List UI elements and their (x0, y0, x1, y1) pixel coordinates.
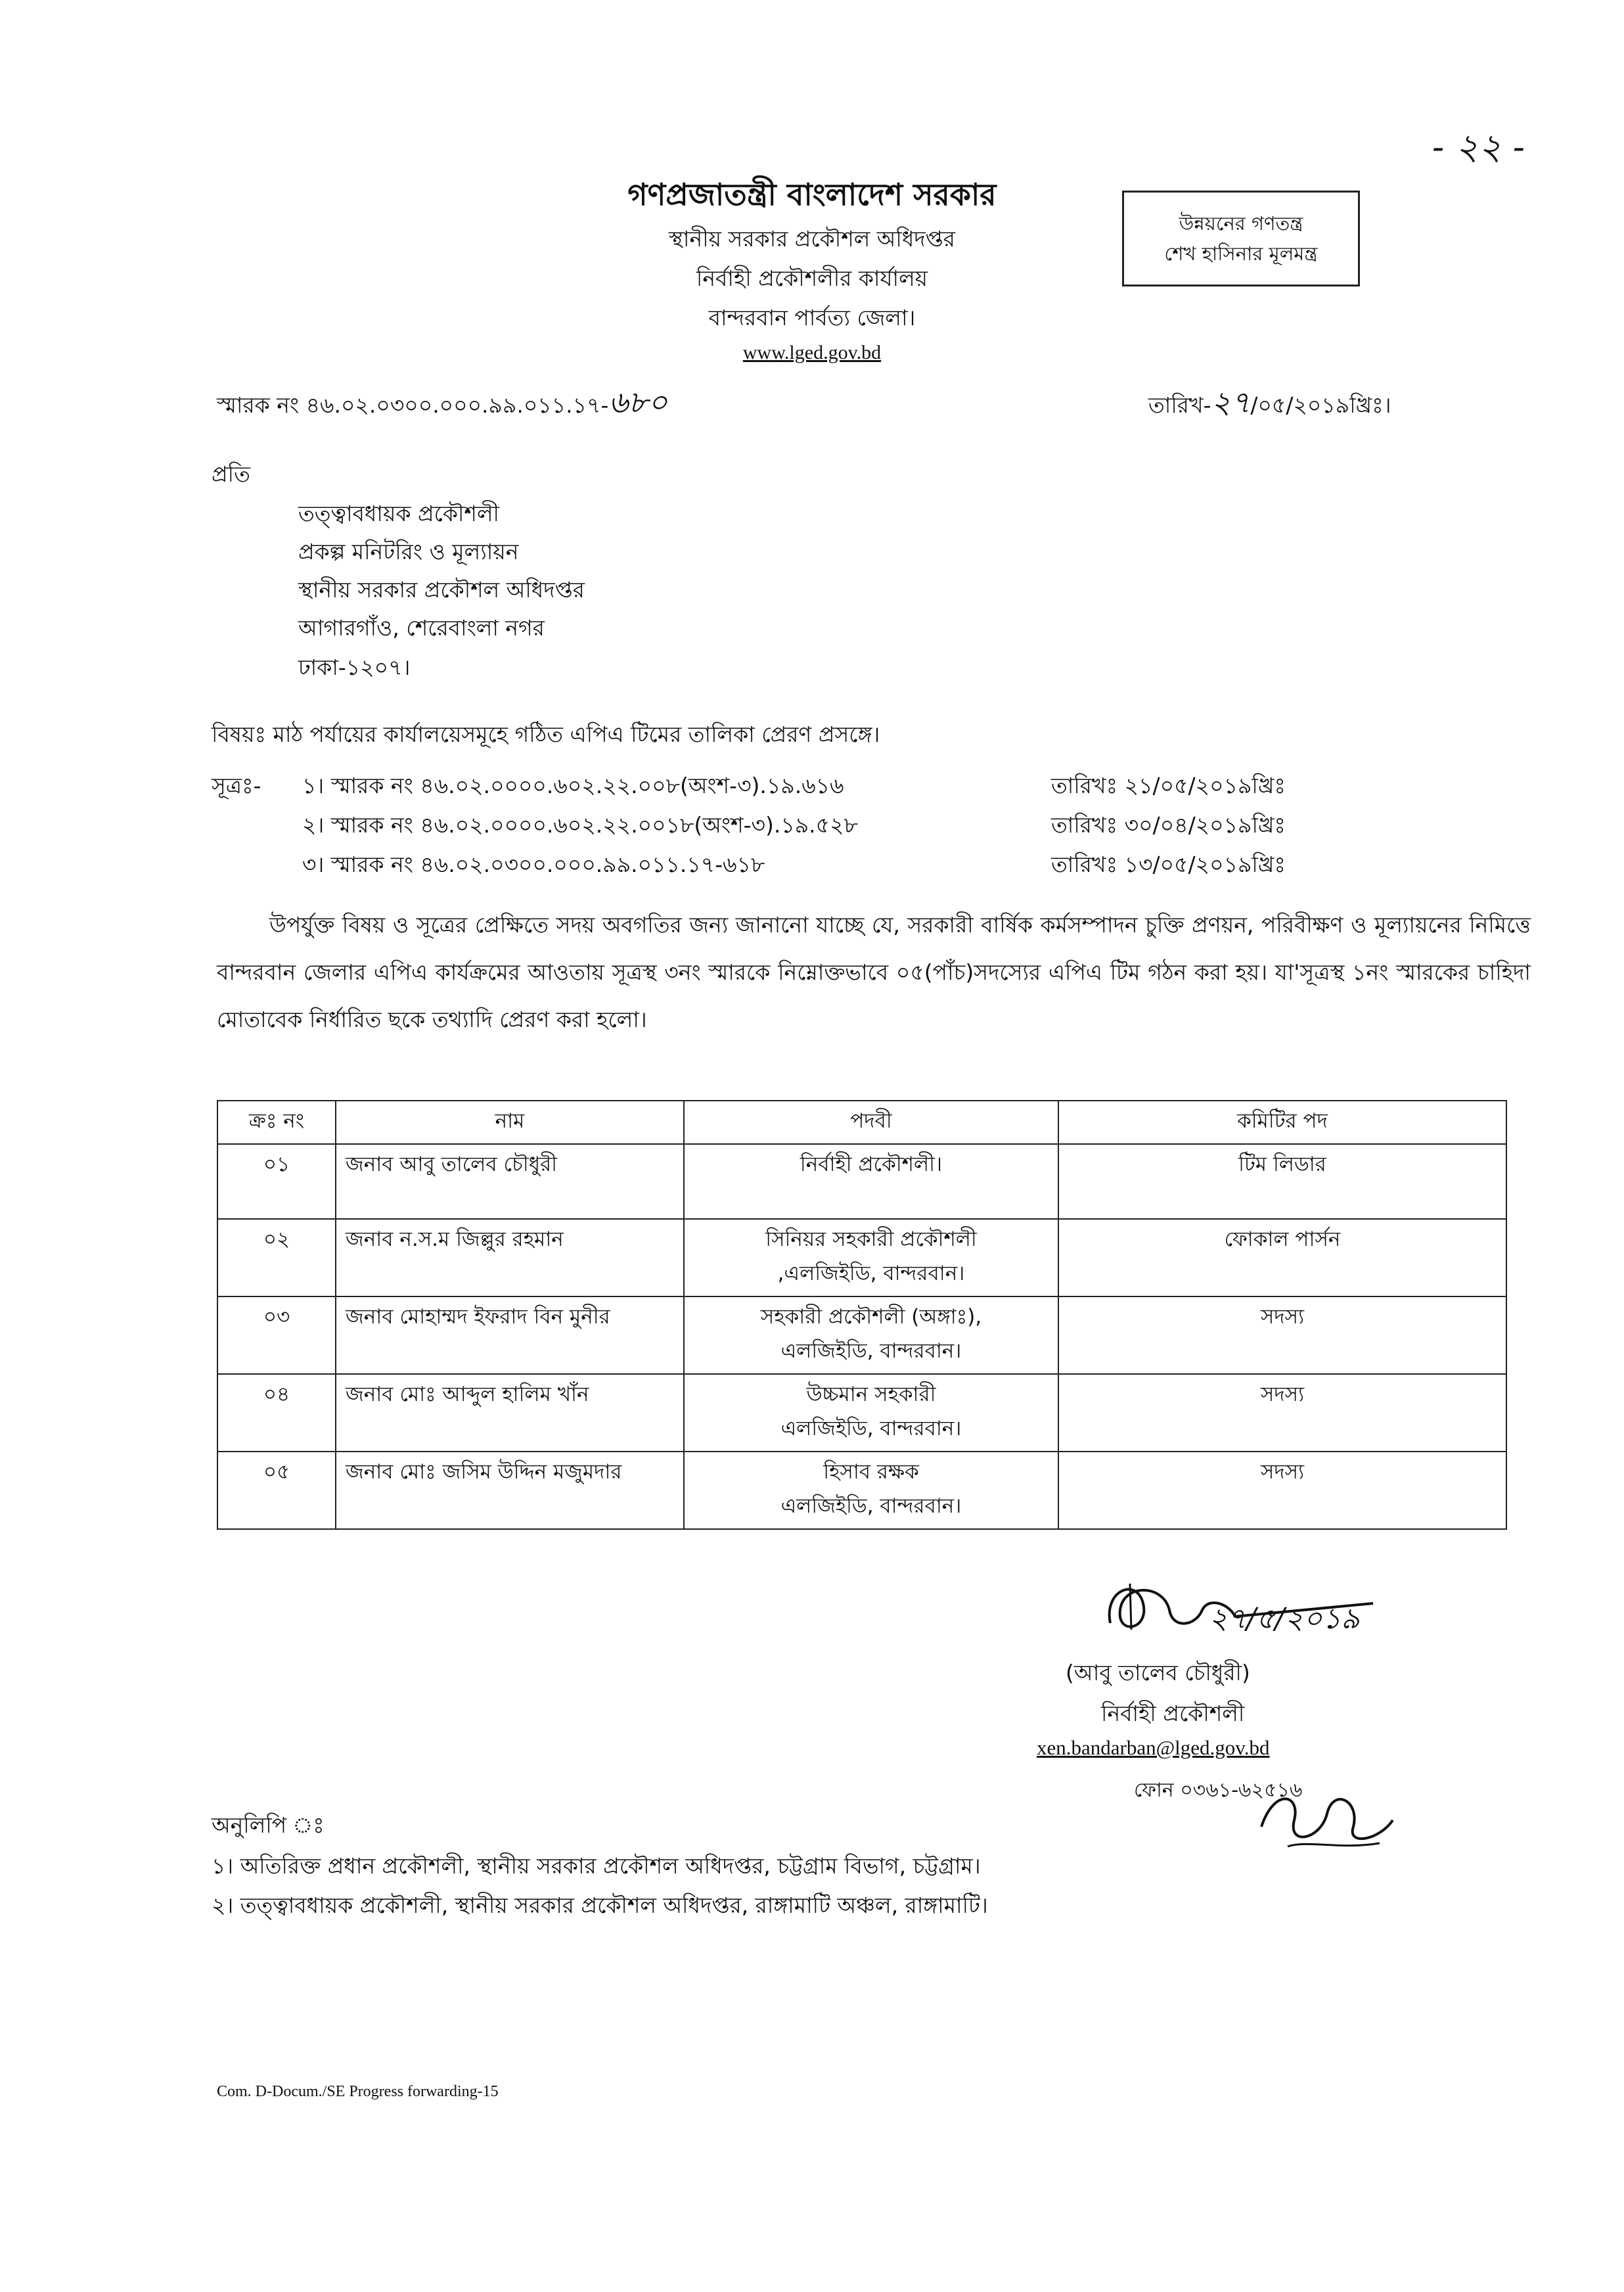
table-header-row (217, 1101, 1506, 1144)
cell-committee-role: সদস্য (1058, 1452, 1506, 1529)
cell-name: জনাব মোঃ আব্দুল হালিম খাঁন (336, 1374, 684, 1452)
cell-designation: নির্বাহী প্রকৌশলী। (684, 1144, 1058, 1219)
footer-file-path: Com. D-Docum./SE Progress forwarding-15 (217, 2083, 499, 2100)
office-name: নির্বাহী প্রকৌশলীর কার্যালয় (696, 265, 928, 291)
cell-name: জনাব আবু তালেব চৌধুরী (336, 1144, 684, 1219)
initial-scribble-icon (1248, 1774, 1406, 1860)
cell-committee-role: টিম লিডার (1058, 1144, 1506, 1219)
department-name: স্থানীয় সরকার প্রকৌশল অধিদপ্তর (669, 226, 955, 252)
cell-name: জনাব মোঃ জসিম উদ্দিন মজুমদার (336, 1452, 684, 1529)
cell-name: জনাব ন.স.ম জিল্লুর রহমান (336, 1219, 684, 1296)
reference-item-1: ১। স্মারক নং ৪৬.০২.০০০০.৬০২.২২.০০৮(অংশ-৩).১৯.৬১৬ (302, 773, 844, 798)
reference-date-1: তারিখঃ ২১/০৫/২০১৯খ্রিঃ (1051, 773, 1286, 798)
memo-number (217, 380, 667, 430)
cell-designation: উচ্চমান সহকারী এলজিইডি, বান্দরবান। (684, 1374, 1058, 1452)
recipient-line-3: স্থানীয় সরকার প্রকৌশল অধিদপ্তর (298, 577, 585, 603)
cell-committee-role: সদস্য (1058, 1374, 1506, 1452)
table-row (217, 1219, 1506, 1296)
signatory-email-link[interactable]: xen.bandarban@lged.gov.bd (1037, 1736, 1270, 1759)
table-row (217, 1452, 1506, 1529)
header-serial: ক্রঃ নং (217, 1101, 336, 1144)
reference-item-2: ২। স্মারক নং ৪৬.০২.০০০০.৬০২.২২.০০১৮(অংশ-৩).১৯.৫২৮ (302, 812, 858, 838)
page-number: - ২২ - (1432, 126, 1525, 168)
slogan-line-1: উন্নয়নের গণতন্ত্র (1179, 212, 1303, 235)
cell-committee-role: সদস্য (1058, 1296, 1506, 1374)
cell-designation: সহকারী প্রকৌশলী (অঙ্গাঃ), এলজিইডি, বান্দরবান। (684, 1296, 1058, 1374)
copy-item-1: ১। অতিরিক্ত প্রধান প্রকৌশলী, স্থানীয় সরকার প্রকৌশল অধিদপ্তর, চট্টগ্রাম বিভাগ, চট্টগ্রাম। (212, 1853, 981, 1879)
memo-date-handwritten: ২৭ (1211, 384, 1251, 420)
header-designation: পদবী (684, 1101, 1058, 1144)
recipient-line-2: প্রকল্প মনিটরিং ও মূল্যায়ন (298, 539, 519, 564)
body-paragraph: উপর্যুক্ত বিষয় ও সূত্রের প্রেক্ষিতে সদয় অবগতির জন্য জানানো যাচ্ছে যে, সরকারী বার্ষিক কর্মসম্পাদন চুক্তি প্রণয়ন, পরিবীক্ষণ ও মূল্যায়নের নিমিত্তে বান্দরবান জেলার এপিএ কার্যক্রমের আওতায় সূত্রস্থ ৩নং স্মারকে নিম্নোক্তভাবে ০৫(পাঁচ)সদস্যের এপিএ টিম গঠন করা হয়। যা'সূত্রস্থ ১নং স্মারকের চাহিদা মোতাবেক নির্ধারিত ছকে তথ্যাদি প্রেরণ করা হলো। (217, 912, 1531, 1032)
signatory-title: নির্বাহী প্রকৌশলী (1101, 1701, 1245, 1726)
subject-line: বিষয়ঃ মাঠ পর্যায়ের কার্যালয়েসমূহে গঠিত এপিএ টিমের তালিকা প্রেরণ প্রসঙ্গে। (212, 722, 880, 747)
cell-serial: ০৫ (217, 1452, 336, 1529)
district-name: বান্দরবান পার্বত্য জেলা। (708, 305, 916, 331)
signatory-phone: ফোন ০৩৬১-৬২৫১৬ (1134, 1779, 1303, 1802)
website-link[interactable]: www.lged.gov.bd (742, 342, 882, 363)
memo-label: স্মারক নং ৪৬.০২.০৩০০.০০০.৯৯.০১১.১৭- (217, 392, 609, 418)
memo-handwritten-number: ৬৮০ (608, 384, 668, 420)
to-label: প্রতি (212, 461, 250, 487)
reference-date-3: তারিখঃ ১৩/০৫/২০১৯খ্রিঃ (1051, 852, 1286, 877)
cell-designation: সিনিয়র সহকারী প্রকৌশলী ,এলজিইডি, বান্দরবান। (684, 1219, 1058, 1296)
memo-date-label: তারিখ- (1148, 392, 1211, 418)
copies-label: অনুলিপি ঃ (212, 1812, 325, 1838)
table-row (217, 1374, 1506, 1452)
header-committee-role: কমিটির পদ (1058, 1101, 1506, 1144)
reference-label: সূত্রঃ- (212, 773, 261, 798)
table-row (217, 1144, 1506, 1219)
government-title: গণপ্রজাতন্ত্রী বাংলাদেশ সরকার (627, 177, 997, 212)
apa-team-table (217, 1100, 1507, 1530)
header-name: নাম (336, 1101, 684, 1144)
copy-item-2: ২। তত্ত্বাবধায়ক প্রকৌশলী, স্থানীয় সরকার প্রকৌশল অধিদপ্তর, রাঙ্গামাটি অঞ্চল, রাঙ্গামাটি। (212, 1892, 988, 1918)
cell-designation: হিসাব রক্ষক এলজিইডি, বান্দরবান। (684, 1452, 1058, 1529)
recipient-line-4: আগারগাঁও, শেরেবাংলা নগর (298, 615, 545, 641)
recipient-line-1: তত্ত্বাবধায়ক প্রকৌশলী (298, 501, 499, 526)
reference-item-3: ৩। স্মারক নং ৪৬.০২.০৩০০.০০০.৯৯.০১১.১৭-৬১৮ (302, 852, 765, 877)
memo-date-rest: /০৫/২০১৯খ্রিঃ। (1250, 392, 1391, 418)
signature-date: ২৭/৫/২০১৯ (1209, 1602, 1360, 1636)
cell-serial: ০৪ (217, 1374, 336, 1452)
slogan-box (1122, 191, 1360, 286)
slogan-line-2: শেখ হাসিনার মূলমন্ত্র (1164, 242, 1318, 265)
cell-serial: ০২ (217, 1219, 336, 1296)
signatory-name: (আবু তালেব চৌধুরী) (1066, 1660, 1250, 1685)
recipient-line-5: ঢাকা-১২০৭। (298, 654, 411, 680)
table-row (217, 1296, 1506, 1374)
memo-date (1148, 380, 1391, 430)
reference-date-2: তারিখঃ ৩০/০৪/২০১৯খ্রিঃ (1051, 812, 1286, 838)
cell-serial: ০৩ (217, 1296, 336, 1374)
cell-name: জনাব মোহাম্মদ ইফরাদ বিন মুনীর (336, 1296, 684, 1374)
cell-serial: ০১ (217, 1144, 336, 1219)
cell-committee-role: ফোকাল পার্সন (1058, 1219, 1506, 1296)
